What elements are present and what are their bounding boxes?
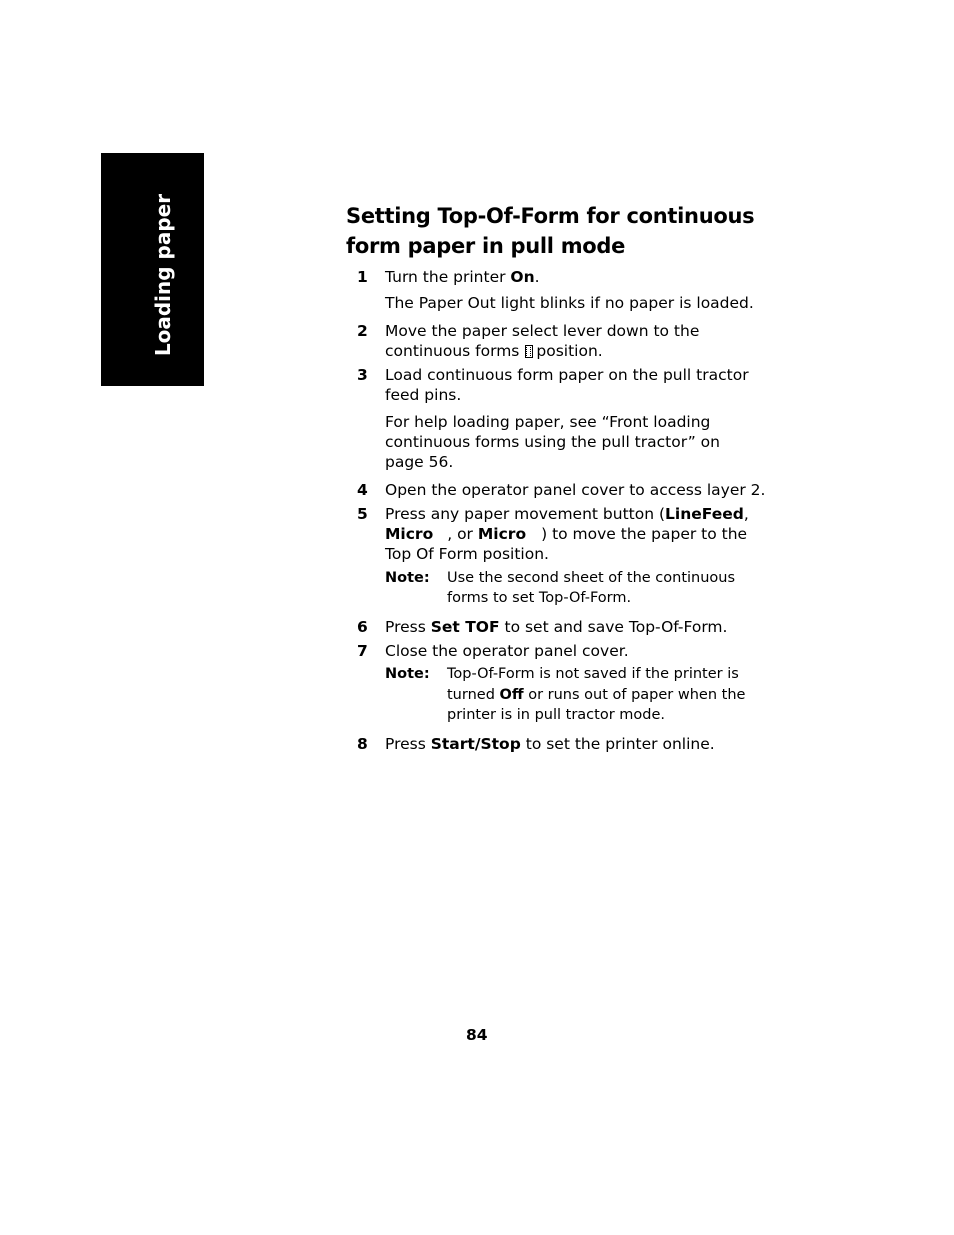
step-subtext: For help loading paper, see “Front loading <box>385 413 711 431</box>
note-text: Top-Of-Form is not saved if the printer is <box>447 666 739 682</box>
step-number: 4 <box>357 481 368 499</box>
step-number: 1 <box>357 268 368 286</box>
step-text: feed pins. <box>385 386 462 404</box>
step-number: 6 <box>357 618 368 636</box>
step-text: Top Of Form position. <box>385 545 549 563</box>
step-text: continuous forms position. <box>385 342 603 360</box>
note-label: Note: <box>385 570 430 586</box>
step-text: Press Start/Stop to set the printer online. <box>385 735 715 753</box>
step-text: Press Set TOF to set and save Top-Of-Form. <box>385 618 728 636</box>
step-text: Turn the printer On. <box>385 268 540 286</box>
note-text: Use the second sheet of the continuous <box>447 570 736 586</box>
step-subtext: page 56. <box>385 453 454 471</box>
step-number: 3 <box>357 366 368 384</box>
note-label: Note: <box>385 666 430 682</box>
step-text: Open the operator panel cover to access layer 2. <box>385 481 766 499</box>
step-number: 8 <box>357 735 368 753</box>
note-text: printer is in pull tractor mode. <box>447 707 666 723</box>
step-subtext: The Paper Out light blinks if no paper is loaded. <box>385 294 754 312</box>
note-text: turned Off or runs out of paper when the <box>447 687 746 703</box>
step-text: Press any paper movement button (LineFeed, <box>385 505 749 523</box>
step-text: Micro , or Micro ) to move the paper to the <box>385 525 748 543</box>
step-number: 7 <box>357 642 368 660</box>
section-heading: Setting Top-Of-Form for continuous form paper in pull mode <box>346 204 755 258</box>
page-number: 84 <box>466 1026 488 1044</box>
step-number: 5 <box>357 505 368 523</box>
continuous-forms-icon <box>525 345 533 358</box>
step-number: 2 <box>357 322 368 340</box>
step-subtext: continuous forms using the pull tractor” on <box>385 433 720 451</box>
step-text: Load continuous form paper on the pull tractor <box>385 366 749 384</box>
step-text: Close the operator panel cover. <box>385 642 629 660</box>
side-tab-label: Loading paper <box>151 193 175 357</box>
step-text: Move the paper select lever down to the <box>385 322 700 340</box>
note-text: forms to set Top-Of-Form. <box>447 590 632 606</box>
